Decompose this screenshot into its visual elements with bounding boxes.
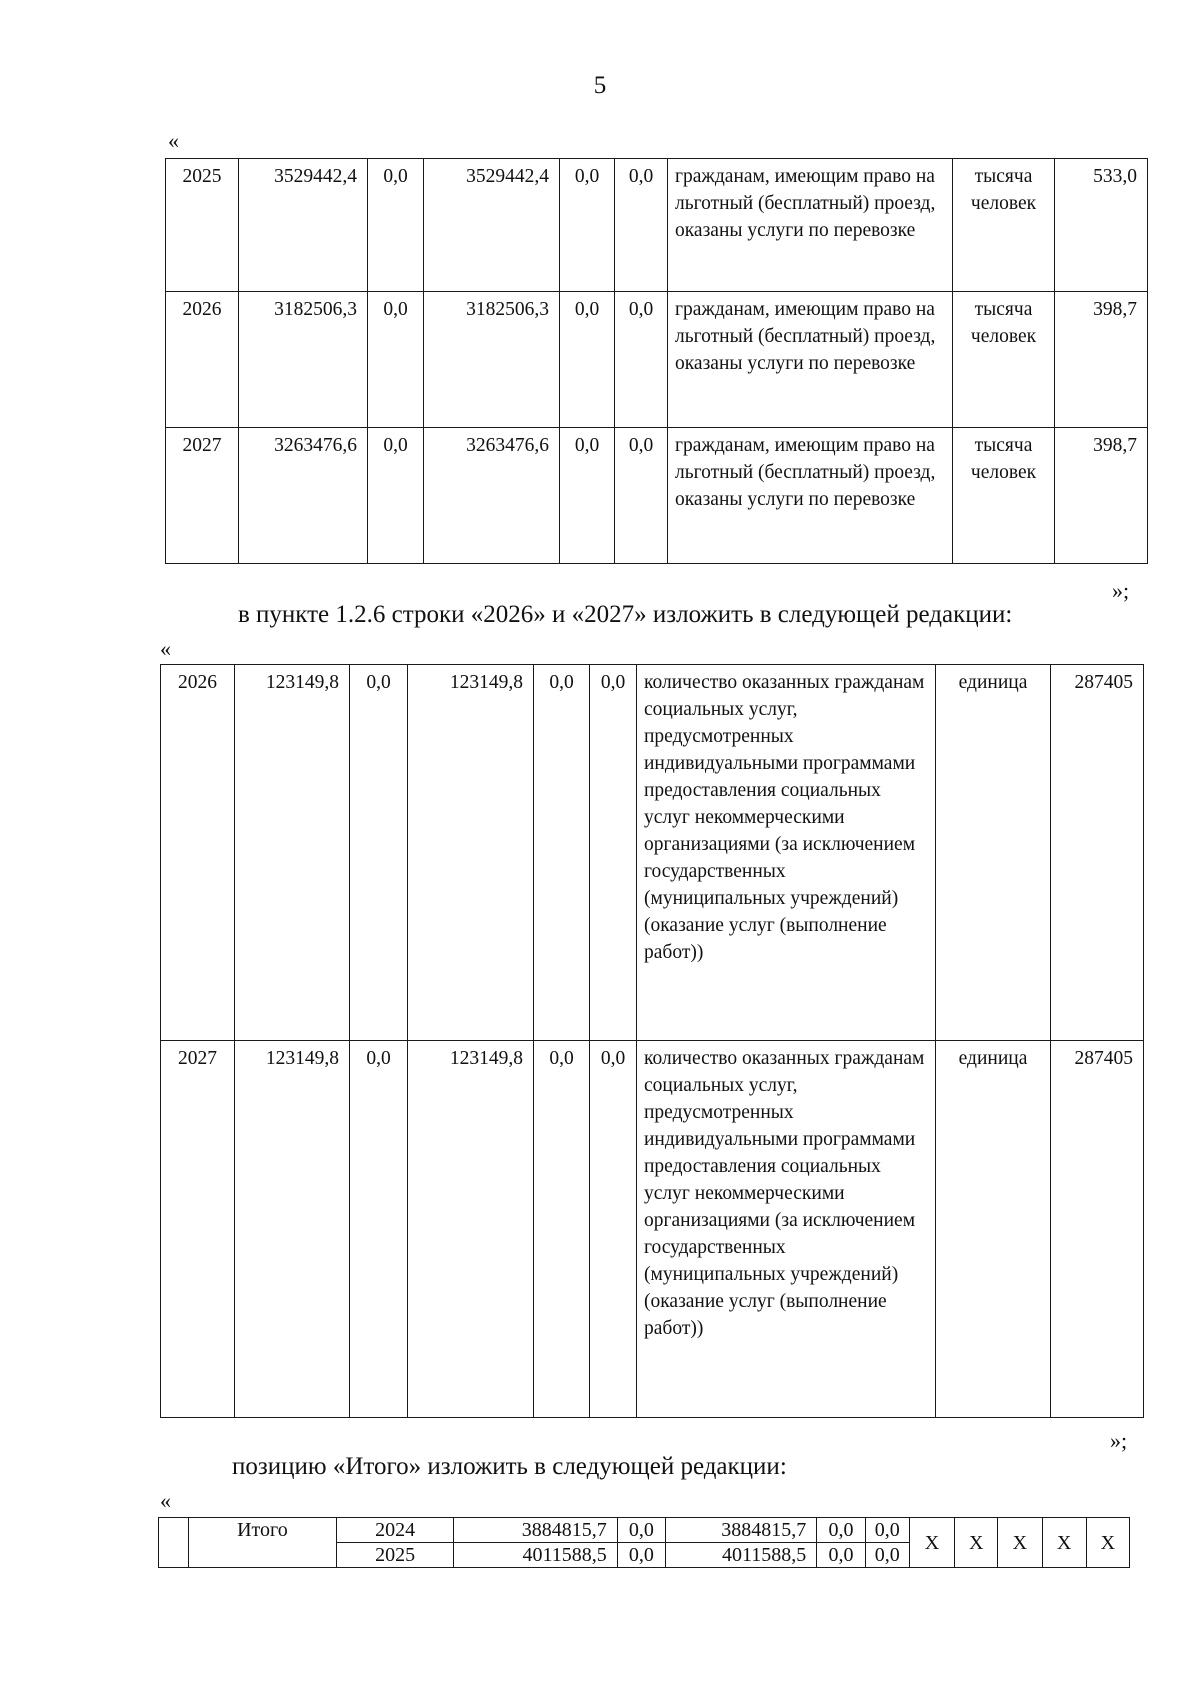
amount-cell: 0,0 [350,1041,408,1418]
amount-cell: 0,0 [590,665,637,1041]
total-cell: 123149,8 [235,1041,350,1418]
amount-cell: 3529442,4 [424,159,560,292]
x-mark-cell: Х [1086,1518,1129,1568]
amount-cell: 0,0 [617,1543,665,1568]
year-cell: 2024 [336,1518,453,1543]
value-cell: 287405 [1051,665,1144,1041]
amount-cell: 123149,8 [408,1041,534,1418]
amount-cell: 0,0 [534,665,590,1041]
description-cell: гражданам, имеющим право на льготный (бесплатный) проезд, оказаны услуги по перевозке [668,159,953,292]
value-cell: 533,0 [1055,159,1148,292]
unit-cell: единица [936,1041,1051,1418]
description-cell: гражданам, имеющим право на льготный (бесплатный) проезд, оказаны услуги по перевозке [668,428,953,564]
total-cell: 3884815,7 [454,1518,618,1543]
page-number: 5 [593,72,607,99]
amount-cell: 0,0 [615,292,668,428]
value-cell: 398,7 [1055,292,1148,428]
amount-cell: 3884815,7 [666,1518,817,1543]
instruction-paragraph-1: в пункте 1.2.6 строки «2026» и «2027» изложить в следующей редакции: [238,601,1013,628]
table-totals [158,1517,1130,1568]
amount-cell: 0,0 [817,1518,865,1543]
close-quote-2: »; [1110,1428,1128,1453]
amount-cell: 0,0 [817,1543,865,1568]
year-cell: 2025 [166,159,239,292]
x-mark-cell: Х [909,1518,954,1568]
total-cell: 3182506,3 [239,292,368,428]
description-cell: количество оказанных гражданам социальных услуг, предусмотренных индивидуальными программами предоставления социальных услуг некоммерческими организациями (за исключением государственных (муниципальных учреждений) (оказание услуг (выполнение работ)) [637,1041,936,1418]
open-quote-1: « [168,128,179,153]
amount-cell: 0,0 [865,1543,909,1568]
year-cell: 2025 [336,1543,453,1568]
amount-cell: 0,0 [560,292,615,428]
total-cell: 3263476,6 [239,428,368,564]
total-cell: 3529442,4 [239,159,368,292]
table-row [166,159,1148,292]
table-row [166,292,1148,428]
table-row [161,1041,1144,1418]
table-row [159,1518,1130,1543]
year-cell: 2026 [166,292,239,428]
amount-cell: 0,0 [560,428,615,564]
table-transport-services [165,158,1148,564]
amount-cell: 3182506,3 [424,292,560,428]
x-mark-cell: Х [1042,1518,1086,1568]
description-cell: гражданам, имеющим право на льготный (бесплатный) проезд, оказаны услуги по перевозке [668,292,953,428]
unit-cell: тысяча человек [953,159,1055,292]
amount-cell: 0,0 [534,1041,590,1418]
amount-cell: 0,0 [617,1518,665,1543]
amount-cell: 4011588,5 [666,1543,817,1568]
total-cell: 123149,8 [235,665,350,1041]
table-social-services [160,664,1144,1418]
amount-cell: 0,0 [350,665,408,1041]
amount-cell: 123149,8 [408,665,534,1041]
table-row [161,665,1144,1041]
x-mark-cell: Х [998,1518,1042,1568]
unit-cell: тысяча человек [953,428,1055,564]
totals-label: Итого [188,1518,336,1568]
amount-cell: 0,0 [590,1041,637,1418]
open-quote-3: « [160,1488,171,1513]
unit-cell: тысяча человек [953,292,1055,428]
description-cell: количество оказанных гражданам социальных услуг, предусмотренных индивидуальными программами предоставления социальных услуг некоммерческими организациями (за исключением государственных (муниципальных учреждений) (оказание услуг (выполнение работ)) [637,665,936,1041]
amount-cell: 3263476,6 [424,428,560,564]
amount-cell: 0,0 [615,159,668,292]
value-cell: 398,7 [1055,428,1148,564]
table-row [166,428,1148,564]
amount-cell: 0,0 [368,428,424,564]
amount-cell: 0,0 [368,159,424,292]
unit-cell: единица [936,665,1051,1041]
amount-cell: 0,0 [560,159,615,292]
blank-cell [159,1518,189,1568]
amount-cell: 0,0 [368,292,424,428]
year-cell: 2027 [161,1041,235,1418]
close-quote-1: »; [1112,578,1130,603]
value-cell: 287405 [1051,1041,1144,1418]
year-cell: 2026 [161,665,235,1041]
amount-cell: 0,0 [615,428,668,564]
year-cell: 2027 [166,428,239,564]
x-mark-cell: Х [955,1518,998,1568]
amount-cell: 0,0 [865,1518,909,1543]
open-quote-2: « [160,636,171,661]
total-cell: 4011588,5 [454,1543,618,1568]
instruction-paragraph-2: позицию «Итого» изложить в следующей редакции: [232,1453,787,1480]
